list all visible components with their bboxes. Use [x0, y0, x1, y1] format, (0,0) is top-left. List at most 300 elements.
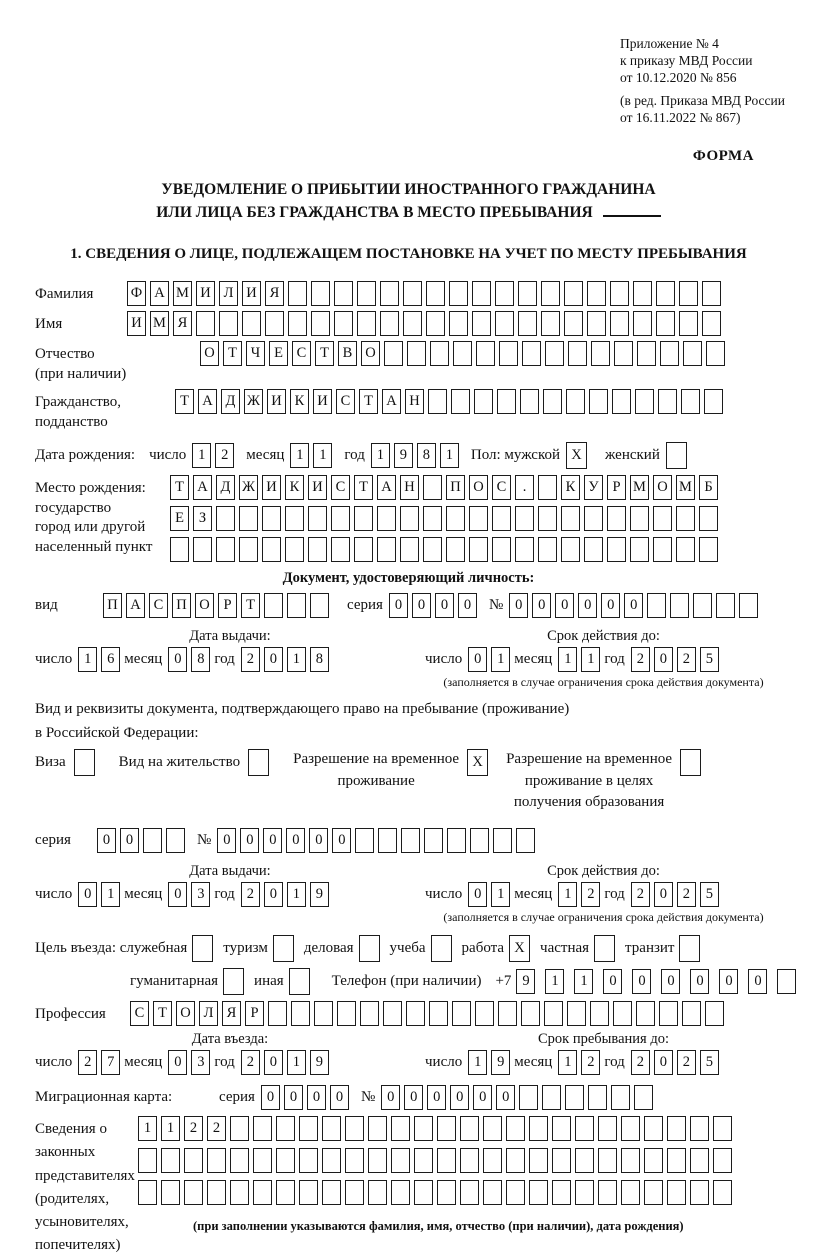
form-cell[interactable] — [713, 1116, 732, 1141]
form-cell[interactable] — [423, 537, 442, 562]
form-cell[interactable] — [383, 1001, 402, 1026]
form-cell[interactable] — [437, 1116, 456, 1141]
purpose-tourism-checkbox[interactable] — [273, 935, 294, 962]
form-cell[interactable]: О — [200, 341, 219, 366]
form-cell[interactable] — [407, 341, 426, 366]
form-cell[interactable] — [610, 281, 629, 306]
form-cell[interactable] — [400, 537, 419, 562]
form-cell[interactable]: 8 — [191, 647, 210, 672]
form-cell[interactable]: 6 — [101, 647, 120, 672]
form-cell[interactable]: 0 — [578, 593, 597, 618]
form-cell[interactable]: Л — [219, 281, 238, 306]
form-cell[interactable]: К — [290, 389, 309, 414]
form-cell[interactable] — [630, 537, 649, 562]
form-cell[interactable] — [515, 537, 534, 562]
form-cell[interactable] — [699, 506, 718, 531]
form-cell[interactable] — [702, 311, 721, 336]
form-cell[interactable] — [377, 537, 396, 562]
form-cell[interactable] — [495, 311, 514, 336]
form-cell[interactable] — [644, 1148, 663, 1173]
form-cell[interactable]: 2 — [207, 1116, 226, 1141]
form-cell[interactable]: 0 — [120, 828, 139, 853]
form-cell[interactable]: Р — [245, 1001, 264, 1026]
form-cell[interactable]: 0 — [97, 828, 116, 853]
form-cell[interactable] — [447, 828, 466, 853]
form-cell[interactable] — [492, 537, 511, 562]
form-cell[interactable]: 0 — [263, 828, 282, 853]
form-cell[interactable] — [430, 341, 449, 366]
form-cell[interactable]: 2 — [241, 647, 260, 672]
form-cell[interactable]: И — [308, 475, 327, 500]
form-cell[interactable] — [291, 1001, 310, 1026]
form-cell[interactable] — [262, 537, 281, 562]
form-cell[interactable]: 1 — [290, 443, 309, 468]
form-cell[interactable]: И — [262, 475, 281, 500]
form-cell[interactable]: 0 — [468, 647, 487, 672]
form-cell[interactable] — [575, 1116, 594, 1141]
temp-residence-checkbox[interactable]: X — [467, 749, 488, 776]
form-cell[interactable]: 9 — [310, 882, 329, 907]
form-cell[interactable]: Я — [265, 281, 284, 306]
form-cell[interactable] — [493, 828, 512, 853]
form-cell[interactable] — [460, 1116, 479, 1141]
form-cell[interactable] — [630, 506, 649, 531]
form-cell[interactable]: И — [242, 281, 261, 306]
form-cell[interactable]: 2 — [677, 647, 696, 672]
form-cell[interactable] — [380, 281, 399, 306]
form-cell[interactable] — [542, 1085, 561, 1110]
form-cell[interactable]: 1 — [287, 882, 306, 907]
form-cell[interactable] — [299, 1180, 318, 1205]
form-cell[interactable] — [299, 1116, 318, 1141]
form-cell[interactable]: 2 — [677, 882, 696, 907]
form-cell[interactable] — [522, 341, 541, 366]
form-cell[interactable]: 0 — [330, 1085, 349, 1110]
form-cell[interactable]: З — [193, 506, 212, 531]
form-cell[interactable] — [322, 1180, 341, 1205]
form-cell[interactable] — [472, 281, 491, 306]
form-cell[interactable] — [705, 1001, 724, 1026]
form-cell[interactable] — [702, 281, 721, 306]
form-cell[interactable]: М — [173, 281, 192, 306]
form-cell[interactable]: Р — [218, 593, 237, 618]
form-cell[interactable] — [588, 1085, 607, 1110]
form-cell[interactable] — [544, 1001, 563, 1026]
form-cell[interactable]: Д — [221, 389, 240, 414]
form-cell[interactable]: 2 — [184, 1116, 203, 1141]
form-cell[interactable] — [345, 1180, 364, 1205]
form-cell[interactable]: 2 — [631, 647, 650, 672]
form-cell[interactable] — [161, 1180, 180, 1205]
form-cell[interactable] — [345, 1116, 364, 1141]
form-cell[interactable] — [644, 1180, 663, 1205]
form-cell[interactable]: Р — [607, 475, 626, 500]
form-cell[interactable] — [423, 506, 442, 531]
form-cell[interactable]: 0 — [450, 1085, 469, 1110]
form-cell[interactable] — [497, 389, 516, 414]
form-cell[interactable] — [506, 1148, 525, 1173]
form-cell[interactable]: А — [377, 475, 396, 500]
form-cell[interactable]: М — [150, 311, 169, 336]
form-cell[interactable] — [656, 311, 675, 336]
form-cell[interactable] — [653, 537, 672, 562]
form-cell[interactable] — [483, 1148, 502, 1173]
form-cell[interactable]: 1 — [440, 443, 459, 468]
form-cell[interactable]: 2 — [631, 882, 650, 907]
form-cell[interactable] — [276, 1148, 295, 1173]
form-cell[interactable]: 0 — [603, 969, 622, 994]
form-cell[interactable] — [483, 1116, 502, 1141]
form-cell[interactable] — [357, 281, 376, 306]
form-cell[interactable]: 0 — [496, 1085, 515, 1110]
form-cell[interactable] — [355, 828, 374, 853]
form-cell[interactable] — [584, 506, 603, 531]
form-cell[interactable]: 2 — [215, 443, 234, 468]
form-cell[interactable] — [368, 1148, 387, 1173]
form-cell[interactable] — [253, 1180, 272, 1205]
form-cell[interactable] — [308, 537, 327, 562]
form-cell[interactable] — [667, 1180, 686, 1205]
edu-residence-checkbox[interactable] — [680, 749, 701, 776]
form-cell[interactable]: 9 — [516, 969, 535, 994]
form-cell[interactable] — [564, 281, 583, 306]
form-cell[interactable]: О — [361, 341, 380, 366]
form-cell[interactable]: 0 — [284, 1085, 303, 1110]
form-cell[interactable] — [566, 389, 585, 414]
form-cell[interactable] — [311, 281, 330, 306]
form-cell[interactable]: К — [285, 475, 304, 500]
form-cell[interactable]: Б — [699, 475, 718, 500]
form-cell[interactable]: 9 — [394, 443, 413, 468]
form-cell[interactable]: 0 — [624, 593, 643, 618]
form-cell[interactable]: 2 — [631, 1050, 650, 1075]
purpose-study-checkbox[interactable] — [431, 935, 452, 962]
form-cell[interactable]: 0 — [632, 969, 651, 994]
form-cell[interactable] — [437, 1180, 456, 1205]
form-cell[interactable]: 1 — [161, 1116, 180, 1141]
form-cell[interactable] — [567, 1001, 586, 1026]
form-cell[interactable] — [406, 1001, 425, 1026]
form-cell[interactable] — [561, 537, 580, 562]
form-cell[interactable]: 0 — [719, 969, 738, 994]
form-cell[interactable] — [667, 1116, 686, 1141]
form-cell[interactable] — [541, 311, 560, 336]
form-cell[interactable] — [426, 281, 445, 306]
form-cell[interactable] — [285, 537, 304, 562]
form-cell[interactable] — [460, 1180, 479, 1205]
form-cell[interactable] — [360, 1001, 379, 1026]
form-cell[interactable]: 0 — [690, 969, 709, 994]
form-cell[interactable]: 5 — [700, 1050, 719, 1075]
form-cell[interactable]: 8 — [310, 647, 329, 672]
form-cell[interactable] — [529, 1180, 548, 1205]
form-cell[interactable] — [403, 281, 422, 306]
form-cell[interactable] — [403, 311, 422, 336]
form-cell[interactable]: 2 — [677, 1050, 696, 1075]
form-cell[interactable] — [453, 341, 472, 366]
form-cell[interactable] — [589, 389, 608, 414]
form-cell[interactable]: Е — [170, 506, 189, 531]
form-cell[interactable] — [541, 281, 560, 306]
form-cell[interactable] — [451, 389, 470, 414]
form-cell[interactable]: И — [267, 389, 286, 414]
form-cell[interactable] — [777, 969, 796, 994]
form-cell[interactable] — [193, 537, 212, 562]
form-cell[interactable] — [538, 537, 557, 562]
form-cell[interactable]: А — [198, 389, 217, 414]
form-cell[interactable] — [713, 1180, 732, 1205]
form-cell[interactable]: Т — [315, 341, 334, 366]
form-cell[interactable]: 1 — [287, 1050, 306, 1075]
form-cell[interactable]: Ф — [127, 281, 146, 306]
form-cell[interactable] — [659, 1001, 678, 1026]
form-cell[interactable]: 5 — [700, 882, 719, 907]
form-cell[interactable] — [520, 389, 539, 414]
form-cell[interactable]: И — [127, 311, 146, 336]
form-cell[interactable]: 0 — [427, 1085, 446, 1110]
form-cell[interactable]: Л — [199, 1001, 218, 1026]
form-cell[interactable]: П — [103, 593, 122, 618]
form-cell[interactable]: 0 — [261, 1085, 280, 1110]
form-cell[interactable]: Н — [405, 389, 424, 414]
form-cell[interactable] — [368, 1180, 387, 1205]
form-cell[interactable] — [288, 281, 307, 306]
form-cell[interactable] — [518, 311, 537, 336]
form-cell[interactable] — [635, 389, 654, 414]
form-cell[interactable]: С — [149, 593, 168, 618]
form-cell[interactable]: 1 — [581, 647, 600, 672]
form-cell[interactable]: Я — [173, 311, 192, 336]
form-cell[interactable]: П — [446, 475, 465, 500]
form-cell[interactable]: 0 — [381, 1085, 400, 1110]
form-cell[interactable]: 5 — [700, 647, 719, 672]
form-cell[interactable] — [423, 475, 442, 500]
form-cell[interactable]: 0 — [412, 593, 431, 618]
form-cell[interactable] — [378, 828, 397, 853]
form-cell[interactable] — [598, 1180, 617, 1205]
purpose-transit-checkbox[interactable] — [679, 935, 700, 962]
form-cell[interactable] — [469, 506, 488, 531]
form-cell[interactable] — [207, 1148, 226, 1173]
form-cell[interactable] — [476, 341, 495, 366]
form-cell[interactable] — [239, 506, 258, 531]
form-cell[interactable]: У — [584, 475, 603, 500]
form-cell[interactable] — [184, 1180, 203, 1205]
form-cell[interactable]: 0 — [286, 828, 305, 853]
form-cell[interactable] — [475, 1001, 494, 1026]
form-cell[interactable] — [644, 1116, 663, 1141]
form-cell[interactable]: 3 — [191, 1050, 210, 1075]
form-cell[interactable] — [446, 537, 465, 562]
purpose-private-checkbox[interactable] — [594, 935, 615, 962]
form-cell[interactable]: К — [561, 475, 580, 500]
form-cell[interactable] — [679, 311, 698, 336]
form-cell[interactable]: Д — [216, 475, 235, 500]
form-cell[interactable] — [184, 1148, 203, 1173]
form-cell[interactable]: 2 — [581, 882, 600, 907]
form-cell[interactable] — [498, 1001, 517, 1026]
form-cell[interactable] — [667, 1148, 686, 1173]
form-cell[interactable] — [543, 389, 562, 414]
form-cell[interactable] — [196, 311, 215, 336]
form-cell[interactable] — [575, 1148, 594, 1173]
form-cell[interactable]: Е — [269, 341, 288, 366]
form-cell[interactable]: 8 — [417, 443, 436, 468]
form-cell[interactable] — [699, 537, 718, 562]
form-cell[interactable] — [658, 389, 677, 414]
form-cell[interactable] — [384, 341, 403, 366]
form-cell[interactable]: 0 — [555, 593, 574, 618]
form-cell[interactable] — [265, 311, 284, 336]
form-cell[interactable] — [538, 506, 557, 531]
form-cell[interactable] — [469, 537, 488, 562]
form-cell[interactable] — [377, 506, 396, 531]
form-cell[interactable]: 9 — [310, 1050, 329, 1075]
form-cell[interactable]: А — [193, 475, 212, 500]
form-cell[interactable] — [552, 1116, 571, 1141]
form-cell[interactable]: О — [469, 475, 488, 500]
form-cell[interactable]: 0 — [389, 593, 408, 618]
form-cell[interactable] — [706, 341, 725, 366]
form-cell[interactable] — [337, 1001, 356, 1026]
form-cell[interactable] — [584, 537, 603, 562]
form-cell[interactable] — [565, 1085, 584, 1110]
form-cell[interactable]: 0 — [654, 882, 673, 907]
form-cell[interactable]: 2 — [241, 1050, 260, 1075]
form-cell[interactable] — [262, 506, 281, 531]
form-cell[interactable] — [519, 1085, 538, 1110]
form-cell[interactable]: 0 — [654, 647, 673, 672]
form-cell[interactable] — [288, 311, 307, 336]
form-cell[interactable]: 1 — [574, 969, 593, 994]
form-cell[interactable] — [299, 1148, 318, 1173]
purpose-humanitarian-checkbox[interactable] — [223, 968, 244, 995]
form-cell[interactable] — [704, 389, 723, 414]
form-cell[interactable] — [499, 341, 518, 366]
form-cell[interactable] — [357, 311, 376, 336]
form-cell[interactable] — [693, 593, 712, 618]
form-cell[interactable] — [428, 389, 447, 414]
form-cell[interactable] — [660, 341, 679, 366]
form-cell[interactable] — [401, 828, 420, 853]
form-cell[interactable] — [690, 1148, 709, 1173]
residence-permit-checkbox[interactable] — [248, 749, 269, 776]
form-cell[interactable] — [452, 1001, 471, 1026]
form-cell[interactable] — [529, 1116, 548, 1141]
form-cell[interactable]: 1 — [371, 443, 390, 468]
form-cell[interactable]: 1 — [558, 647, 577, 672]
form-cell[interactable] — [676, 537, 695, 562]
form-cell[interactable]: 3 — [191, 882, 210, 907]
form-cell[interactable] — [308, 506, 327, 531]
form-cell[interactable] — [166, 828, 185, 853]
form-cell[interactable] — [683, 341, 702, 366]
form-cell[interactable] — [598, 1116, 617, 1141]
form-cell[interactable] — [681, 389, 700, 414]
form-cell[interactable]: 0 — [654, 1050, 673, 1075]
form-cell[interactable] — [331, 537, 350, 562]
form-cell[interactable] — [492, 506, 511, 531]
form-cell[interactable] — [230, 1116, 249, 1141]
form-cell[interactable] — [587, 281, 606, 306]
form-cell[interactable]: Т — [153, 1001, 172, 1026]
form-cell[interactable]: 0 — [217, 828, 236, 853]
form-cell[interactable] — [621, 1180, 640, 1205]
form-cell[interactable]: С — [331, 475, 350, 500]
form-cell[interactable] — [331, 506, 350, 531]
form-cell[interactable] — [429, 1001, 448, 1026]
form-cell[interactable]: А — [382, 389, 401, 414]
form-cell[interactable] — [633, 311, 652, 336]
form-cell[interactable] — [591, 341, 610, 366]
form-cell[interactable] — [460, 1148, 479, 1173]
form-cell[interactable] — [219, 311, 238, 336]
form-cell[interactable]: Ж — [244, 389, 263, 414]
form-cell[interactable]: Т — [241, 593, 260, 618]
form-cell[interactable]: Ж — [239, 475, 258, 500]
form-cell[interactable] — [230, 1180, 249, 1205]
form-cell[interactable] — [170, 537, 189, 562]
form-cell[interactable] — [515, 506, 534, 531]
form-cell[interactable] — [739, 593, 758, 618]
form-cell[interactable] — [470, 828, 489, 853]
form-cell[interactable] — [400, 506, 419, 531]
form-cell[interactable]: Т — [354, 475, 373, 500]
form-cell[interactable]: 1 — [138, 1116, 157, 1141]
form-cell[interactable] — [676, 506, 695, 531]
form-cell[interactable] — [682, 1001, 701, 1026]
form-cell[interactable] — [552, 1148, 571, 1173]
form-cell[interactable] — [239, 537, 258, 562]
purpose-other-checkbox[interactable] — [289, 968, 310, 995]
form-cell[interactable] — [647, 593, 666, 618]
form-cell[interactable] — [621, 1116, 640, 1141]
form-cell[interactable] — [472, 311, 491, 336]
form-cell[interactable]: Т — [359, 389, 378, 414]
form-cell[interactable] — [614, 341, 633, 366]
form-cell[interactable] — [607, 506, 626, 531]
form-cell[interactable] — [538, 475, 557, 500]
form-cell[interactable] — [322, 1148, 341, 1173]
form-cell[interactable] — [143, 828, 162, 853]
form-cell[interactable] — [561, 506, 580, 531]
form-cell[interactable]: 1 — [101, 882, 120, 907]
form-cell[interactable]: С — [130, 1001, 149, 1026]
form-cell[interactable] — [285, 506, 304, 531]
form-cell[interactable]: 1 — [491, 647, 510, 672]
form-cell[interactable] — [207, 1180, 226, 1205]
form-cell[interactable]: М — [676, 475, 695, 500]
form-cell[interactable] — [311, 311, 330, 336]
form-cell[interactable] — [590, 1001, 609, 1026]
form-cell[interactable] — [506, 1180, 525, 1205]
form-cell[interactable] — [575, 1180, 594, 1205]
form-cell[interactable] — [368, 1116, 387, 1141]
form-cell[interactable] — [545, 341, 564, 366]
form-cell[interactable]: 0 — [307, 1085, 326, 1110]
form-cell[interactable]: 0 — [404, 1085, 423, 1110]
form-cell[interactable] — [521, 1001, 540, 1026]
form-cell[interactable] — [621, 1148, 640, 1173]
form-cell[interactable]: Т — [175, 389, 194, 414]
form-cell[interactable] — [679, 281, 698, 306]
form-cell[interactable]: 0 — [332, 828, 351, 853]
form-cell[interactable] — [670, 593, 689, 618]
form-cell[interactable]: 0 — [168, 1050, 187, 1075]
form-cell[interactable]: 0 — [509, 593, 528, 618]
form-cell[interactable] — [391, 1116, 410, 1141]
form-cell[interactable] — [161, 1148, 180, 1173]
